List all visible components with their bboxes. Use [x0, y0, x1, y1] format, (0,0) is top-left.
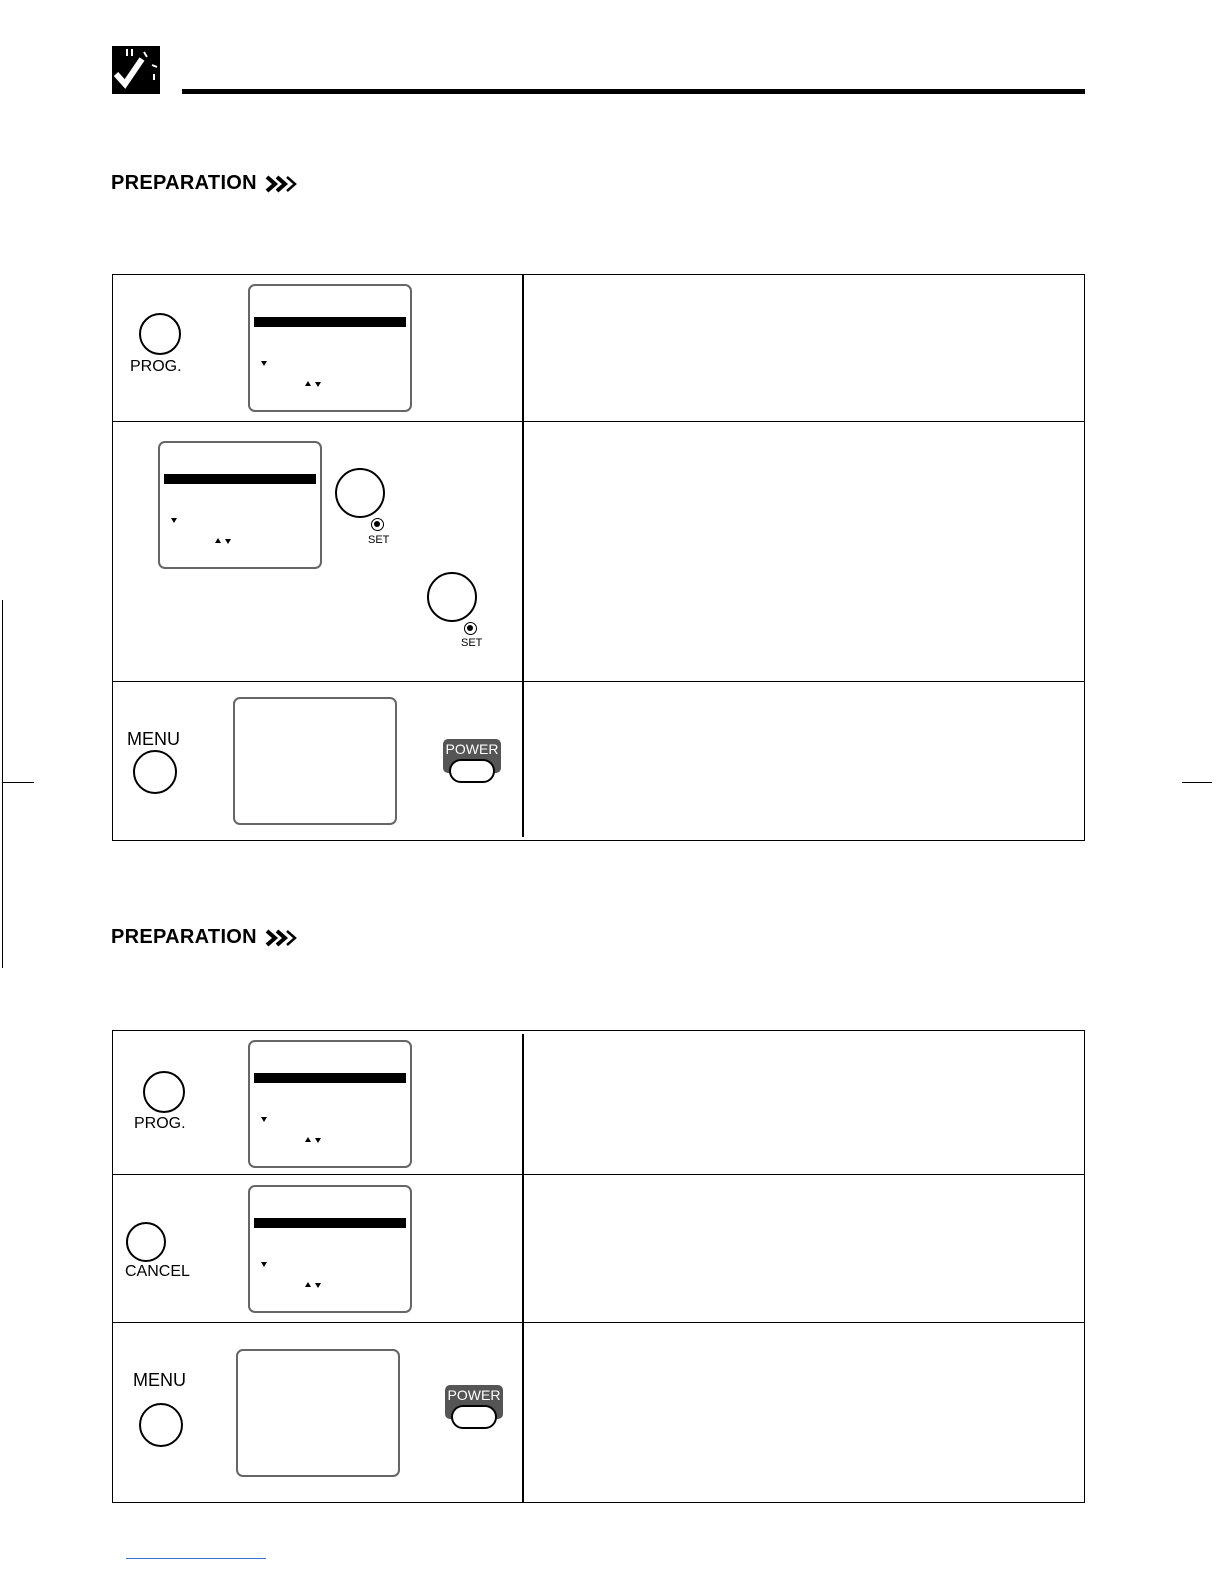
up-arrow-icon — [305, 1137, 311, 1142]
menu-button[interactable] — [139, 1403, 183, 1447]
prog-button-label: PROG. — [134, 1115, 186, 1132]
column-divider — [522, 682, 524, 837]
set-dot-icon — [464, 622, 477, 635]
down-arrow-icon — [261, 361, 267, 366]
column-divider — [522, 1034, 524, 1174]
preparation-label: PREPARATION — [111, 172, 257, 194]
column-divider — [522, 1323, 524, 1502]
up-arrow-icon — [305, 1282, 311, 1287]
steps-table-2 — [112, 1030, 1085, 1503]
header-rule — [182, 89, 1085, 94]
power-button[interactable] — [445, 1385, 503, 1429]
crop-mark-right-tick — [1182, 782, 1212, 783]
down-arrow-icon — [225, 539, 231, 544]
prog-button[interactable] — [143, 1071, 185, 1113]
step-row — [113, 422, 1084, 682]
prog-button-label: PROG. — [130, 358, 182, 375]
cancel-button-label: CANCEL — [125, 1263, 190, 1280]
tv-screen — [248, 1185, 412, 1313]
tv-screen — [158, 441, 322, 569]
preparation-label: PREPARATION — [111, 926, 257, 948]
tv-screen — [248, 284, 412, 412]
screen-highlight-bar — [254, 317, 406, 327]
set-label: SET — [461, 637, 483, 649]
triple-chevron-icon — [265, 175, 301, 193]
tv-screen — [233, 697, 397, 825]
triple-chevron-icon — [265, 929, 301, 947]
clock-check-icon — [112, 46, 160, 94]
power-button-label: POWER — [447, 1387, 501, 1403]
down-arrow-icon — [315, 1283, 321, 1288]
down-arrow-icon — [315, 382, 321, 387]
power-button-key[interactable] — [451, 1405, 497, 1429]
prog-button[interactable] — [139, 313, 181, 355]
crop-mark-left — [2, 600, 3, 968]
up-arrow-icon — [305, 381, 311, 386]
step-row — [113, 275, 1084, 422]
cancel-button[interactable] — [126, 1222, 166, 1262]
preparation-heading-2 — [111, 926, 301, 949]
menu-button[interactable] — [133, 750, 177, 794]
step-row — [113, 1031, 1084, 1175]
up-arrow-icon — [215, 538, 221, 543]
column-divider — [522, 422, 524, 681]
down-arrow-icon — [261, 1262, 267, 1267]
set-dot-icon — [371, 518, 384, 531]
menu-button-label: MENU — [127, 729, 180, 749]
step-row — [113, 1323, 1084, 1502]
steps-table-1 — [112, 274, 1085, 841]
screen-highlight-bar — [254, 1073, 406, 1083]
set-button[interactable] — [335, 468, 385, 518]
preparation-heading-1 — [111, 172, 301, 195]
column-divider — [522, 1175, 524, 1322]
crop-mark-left-tick — [2, 782, 34, 783]
power-button-key[interactable] — [449, 759, 495, 783]
step-row — [113, 1175, 1084, 1323]
screen-highlight-bar — [254, 1218, 406, 1228]
menu-button-label: MENU — [133, 1370, 186, 1390]
set-label: SET — [368, 534, 390, 546]
down-arrow-icon — [261, 1117, 267, 1122]
power-button-label: POWER — [445, 741, 499, 757]
screen-highlight-bar — [164, 474, 316, 484]
footer-link-underline — [126, 1558, 266, 1559]
down-arrow-icon — [171, 518, 177, 523]
tv-screen — [236, 1349, 400, 1477]
down-arrow-icon — [315, 1138, 321, 1143]
column-divider — [522, 275, 524, 421]
step-row — [113, 682, 1084, 840]
power-button[interactable] — [443, 739, 501, 783]
tv-screen — [248, 1040, 412, 1168]
set-button[interactable] — [427, 572, 477, 622]
